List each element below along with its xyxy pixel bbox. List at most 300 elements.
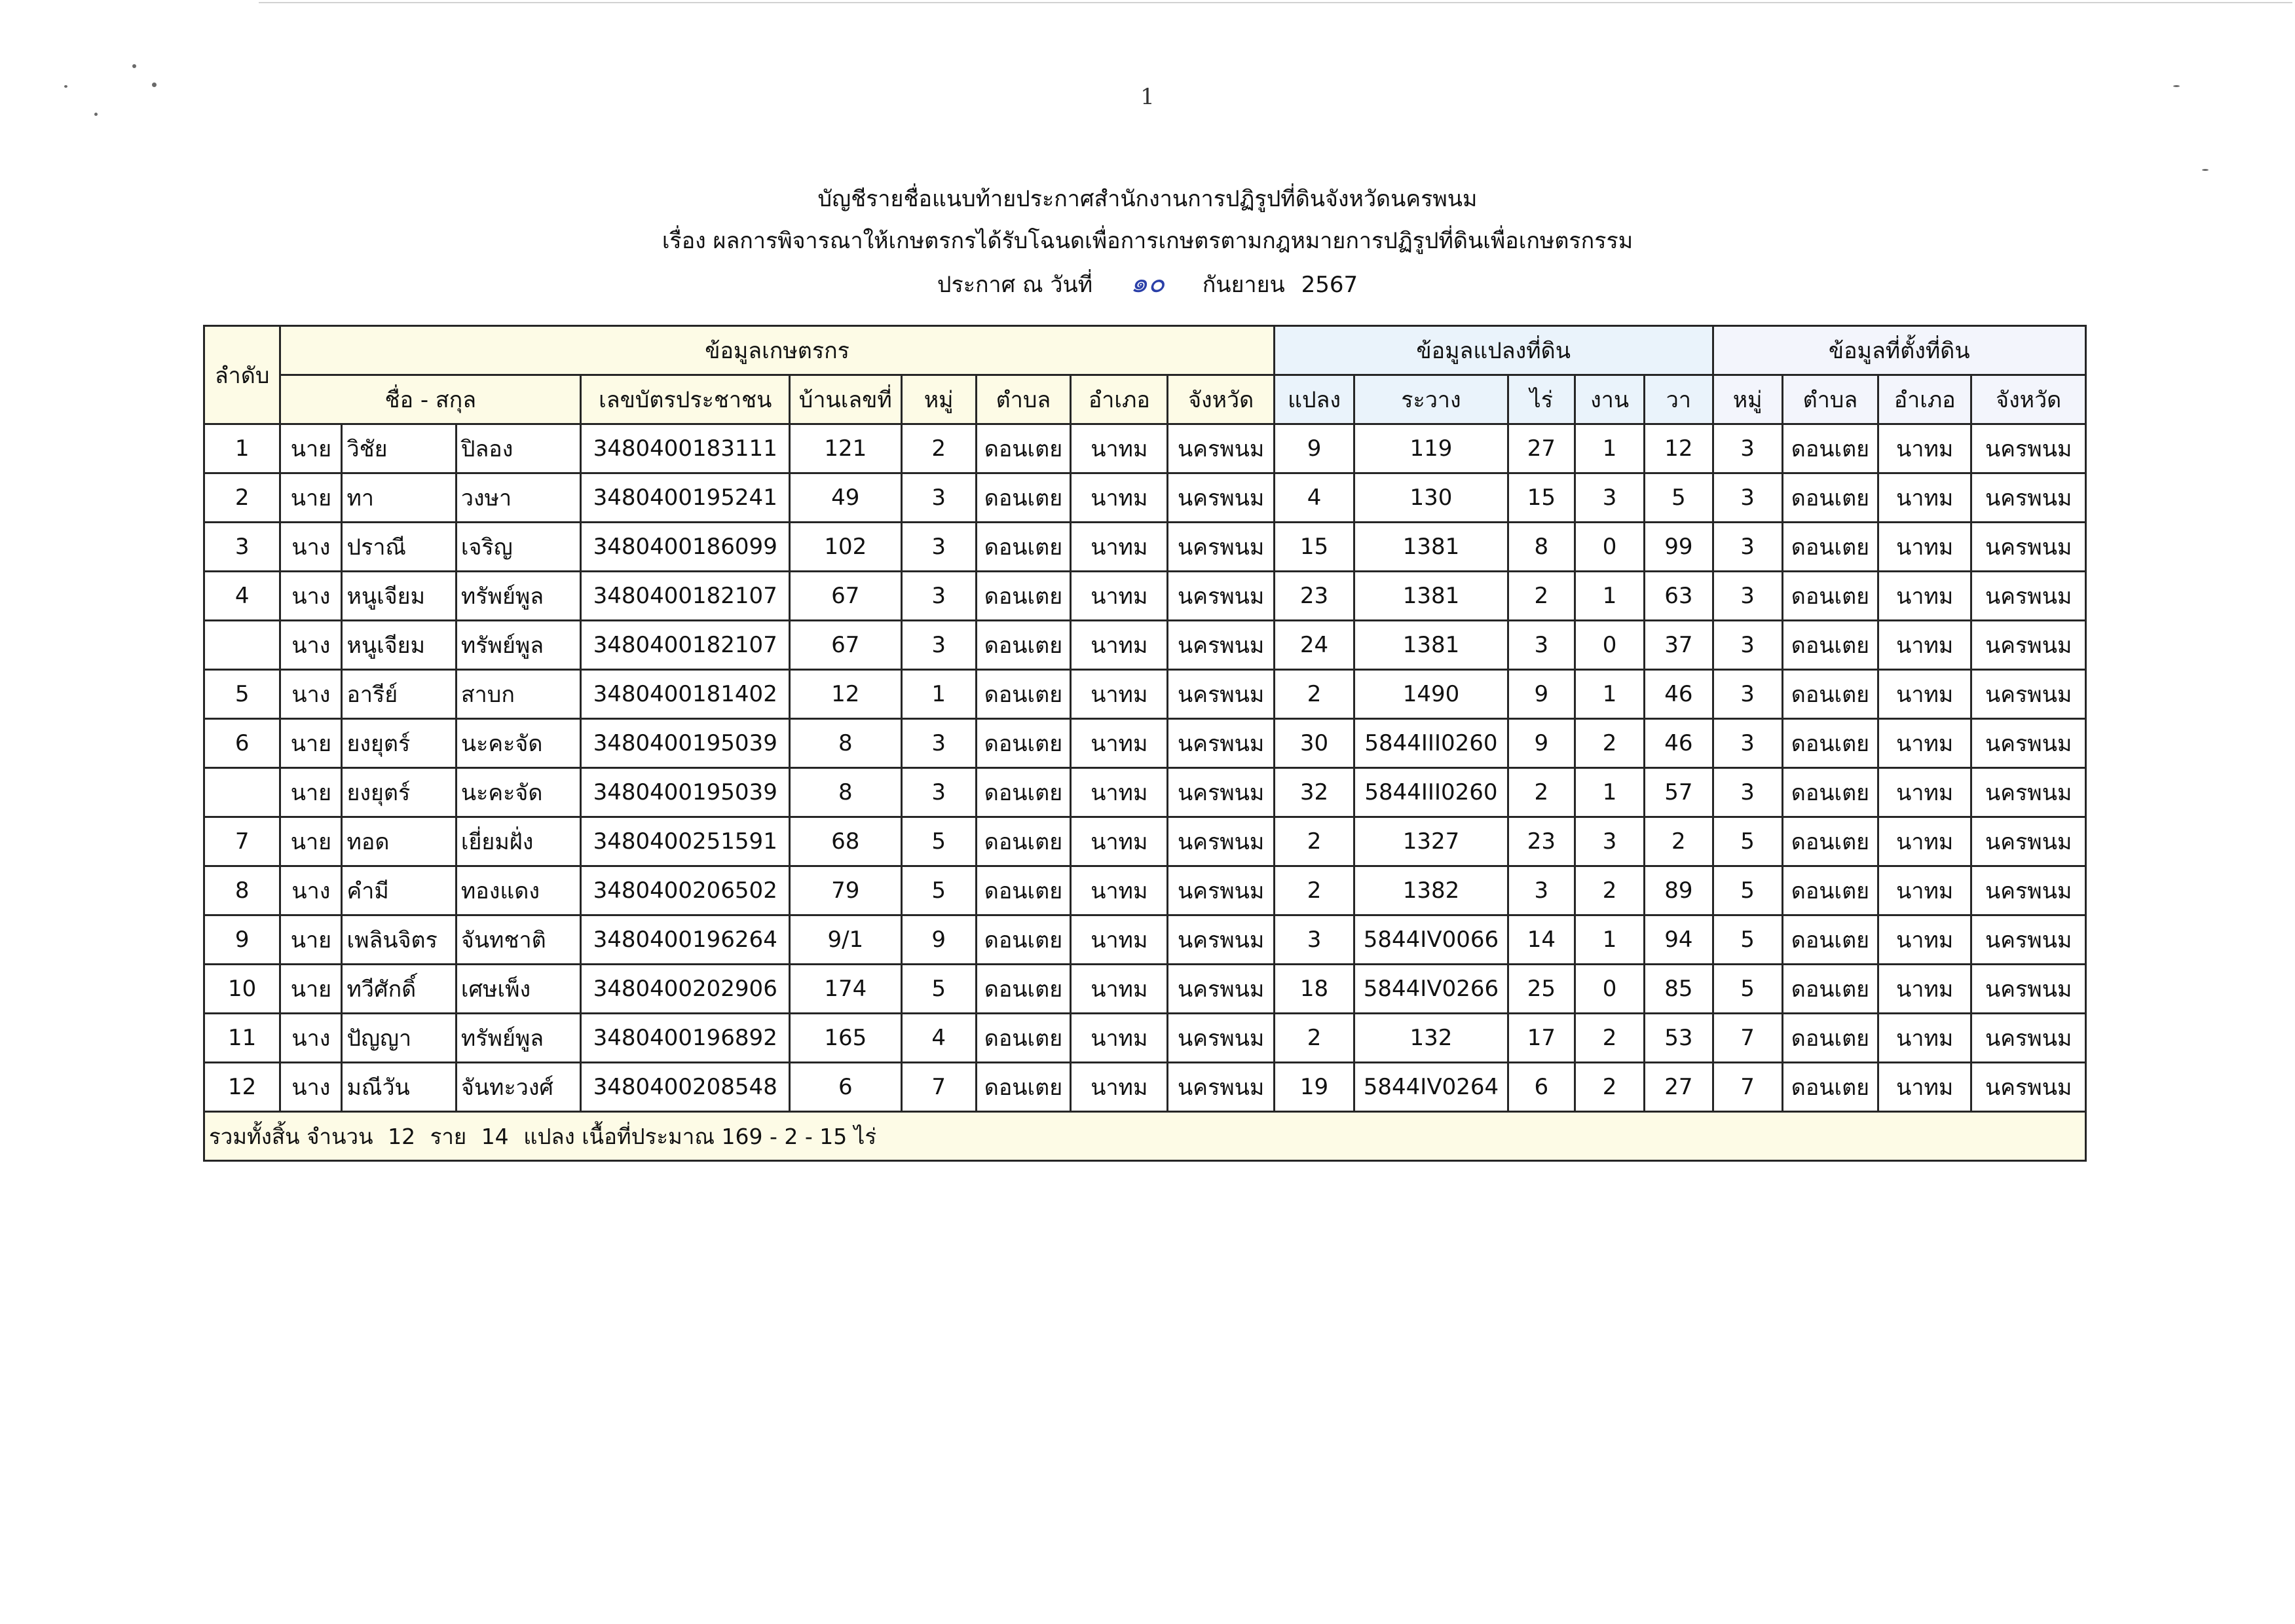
cell-moo: 3 bbox=[901, 621, 976, 670]
cell-wa: 46 bbox=[1645, 670, 1713, 719]
header-name: ชื่อ - สกุล bbox=[280, 375, 581, 424]
cell-moo: 7 bbox=[901, 1063, 976, 1112]
cell-last-name: จันทชาติ bbox=[456, 915, 580, 965]
cell-ngan: 0 bbox=[1575, 523, 1644, 572]
cell-seq: 6 bbox=[204, 719, 280, 768]
cell-house-no: 174 bbox=[790, 965, 901, 1014]
cell-plot: 32 bbox=[1274, 768, 1354, 817]
cell-rai: 8 bbox=[1508, 523, 1575, 572]
cell-moo: 3 bbox=[901, 572, 976, 621]
cell-location-amphoe: นาทม bbox=[1878, 1063, 1971, 1112]
cell-moo: 3 bbox=[901, 523, 976, 572]
table-row bbox=[204, 866, 2086, 915]
header-id-card: เลขบัตรประชาชน bbox=[581, 375, 790, 424]
cell-tambon: ดอนเตย bbox=[976, 523, 1070, 572]
cell-ngan: 1 bbox=[1575, 670, 1644, 719]
cell-rai: 6 bbox=[1508, 1063, 1575, 1112]
cell-tambon: ดอนเตย bbox=[976, 817, 1070, 866]
cell-location-province: นครพนม bbox=[1971, 621, 2086, 670]
cell-amphoe: นาทม bbox=[1071, 670, 1168, 719]
cell-location-province: นครพนม bbox=[1971, 473, 2086, 523]
cell-plot: 19 bbox=[1274, 1063, 1354, 1112]
table-row bbox=[204, 719, 2086, 768]
cell-house-no: 8 bbox=[790, 719, 901, 768]
cell-location-province: นครพนม bbox=[1971, 965, 2086, 1014]
cell-first-name: ทอด bbox=[342, 817, 456, 866]
table-header bbox=[204, 326, 2086, 424]
cell-ngan: 2 bbox=[1575, 1063, 1644, 1112]
title-line-1: บัญชีรายชื่อแนบท้ายประกาศสำนักงานการปฏิรูปที่ดินจังหวัดนครพนม bbox=[817, 186, 1478, 212]
cell-plot: 9 bbox=[1274, 424, 1354, 473]
cell-first-name: วิชัย bbox=[342, 424, 456, 473]
header-seq: ลำดับ bbox=[204, 326, 280, 424]
cell-first-name: อารีย์ bbox=[342, 670, 456, 719]
cell-title-prefix: นาย bbox=[280, 424, 342, 473]
cell-province: นครพนม bbox=[1168, 915, 1274, 965]
summary-cell bbox=[204, 1112, 2086, 1161]
cell-plot: 2 bbox=[1274, 866, 1354, 915]
cell-sheet: 1381 bbox=[1354, 523, 1508, 572]
cell-moo: 5 bbox=[901, 866, 976, 915]
cell-tambon: ดอนเตย bbox=[976, 915, 1070, 965]
cell-province: นครพนม bbox=[1168, 572, 1274, 621]
cell-title-prefix: นาง bbox=[280, 866, 342, 915]
cell-location-moo: 3 bbox=[1713, 621, 1782, 670]
page-number: 1 bbox=[1140, 84, 1155, 110]
cell-last-name: นะคะจัด bbox=[456, 768, 580, 817]
cell-amphoe: นาทม bbox=[1071, 1063, 1168, 1112]
cell-amphoe: นาทม bbox=[1071, 768, 1168, 817]
cell-sheet: 5844IV0066 bbox=[1354, 915, 1508, 965]
cell-amphoe: นาทม bbox=[1071, 866, 1168, 915]
cell-last-name: นะคะจัด bbox=[456, 719, 580, 768]
summary-total-label: รวมทั้งสิ้น bbox=[209, 1123, 300, 1149]
table-row bbox=[204, 768, 2086, 817]
cell-tambon: ดอนเตย bbox=[976, 670, 1070, 719]
cell-seq: 10 bbox=[204, 965, 280, 1014]
cell-sheet: 132 bbox=[1354, 1014, 1508, 1063]
cell-first-name: ปราณี bbox=[342, 523, 456, 572]
cell-id-card: 3480400208548 bbox=[581, 1063, 790, 1112]
cell-amphoe: นาทม bbox=[1071, 473, 1168, 523]
cell-location-tambon: ดอนเตย bbox=[1782, 965, 1878, 1014]
summary-plots: 14 bbox=[481, 1123, 509, 1149]
cell-location-moo: 3 bbox=[1713, 473, 1782, 523]
cell-seq bbox=[204, 768, 280, 817]
header-amphoe: อำเภอ bbox=[1071, 375, 1168, 424]
cell-location-amphoe: นาทม bbox=[1878, 1014, 1971, 1063]
cell-ngan: 1 bbox=[1575, 768, 1644, 817]
cell-location-amphoe: นาทม bbox=[1878, 572, 1971, 621]
cell-amphoe: นาทม bbox=[1071, 965, 1168, 1014]
cell-location-province: นครพนม bbox=[1971, 670, 2086, 719]
cell-tambon: ดอนเตย bbox=[976, 866, 1070, 915]
cell-sheet: 1381 bbox=[1354, 621, 1508, 670]
cell-house-no: 102 bbox=[790, 523, 901, 572]
cell-plot: 2 bbox=[1274, 670, 1354, 719]
cell-amphoe: นาทม bbox=[1071, 719, 1168, 768]
cell-house-no: 165 bbox=[790, 1014, 901, 1063]
cell-province: นครพนม bbox=[1168, 817, 1274, 866]
cell-id-card: 3480400195039 bbox=[581, 768, 790, 817]
cell-ngan: 1 bbox=[1575, 572, 1644, 621]
cell-first-name: ทา bbox=[342, 473, 456, 523]
summary-persons: 12 bbox=[388, 1123, 416, 1149]
cell-location-tambon: ดอนเตย bbox=[1782, 670, 1878, 719]
cell-province: นครพนม bbox=[1168, 768, 1274, 817]
header-moo: หมู่ bbox=[901, 375, 976, 424]
cell-first-name: หนูเจียม bbox=[342, 621, 456, 670]
table-row bbox=[204, 523, 2086, 572]
cell-location-tambon: ดอนเตย bbox=[1782, 719, 1878, 768]
cell-tambon: ดอนเตย bbox=[976, 719, 1070, 768]
cell-title-prefix: นาง bbox=[280, 572, 342, 621]
table-row bbox=[204, 965, 2086, 1014]
cell-location-moo: 3 bbox=[1713, 719, 1782, 768]
header-ngan: งาน bbox=[1575, 375, 1644, 424]
header-rai: ไร่ bbox=[1508, 375, 1575, 424]
cell-amphoe: นาทม bbox=[1071, 572, 1168, 621]
cell-province: นครพนม bbox=[1168, 1063, 1274, 1112]
cell-house-no: 121 bbox=[790, 424, 901, 473]
cell-last-name: วงษา bbox=[456, 473, 580, 523]
cell-title-prefix: นาง bbox=[280, 670, 342, 719]
table-footer bbox=[204, 1112, 2086, 1161]
header-row-groups bbox=[204, 326, 2086, 375]
cell-rai: 2 bbox=[1508, 768, 1575, 817]
header-wa: วา bbox=[1645, 375, 1713, 424]
cell-last-name: ทรัพย์พูล bbox=[456, 572, 580, 621]
cell-rai: 9 bbox=[1508, 719, 1575, 768]
cell-first-name: คำมี bbox=[342, 866, 456, 915]
cell-wa: 89 bbox=[1645, 866, 1713, 915]
summary-area: 169 - 2 - 15 bbox=[721, 1123, 848, 1149]
cell-moo: 3 bbox=[901, 768, 976, 817]
summary-area-label: เนื้อที่ประมาณ bbox=[582, 1123, 715, 1149]
cell-house-no: 12 bbox=[790, 670, 901, 719]
cell-location-amphoe: นาทม bbox=[1878, 473, 1971, 523]
cell-location-tambon: ดอนเตย bbox=[1782, 1063, 1878, 1112]
cell-sheet: 130 bbox=[1354, 473, 1508, 523]
cell-province: นครพนม bbox=[1168, 866, 1274, 915]
table-row bbox=[204, 621, 2086, 670]
document-title bbox=[0, 178, 2295, 306]
cell-ngan: 1 bbox=[1575, 915, 1644, 965]
cell-province: นครพนม bbox=[1168, 424, 1274, 473]
cell-moo: 5 bbox=[901, 965, 976, 1014]
cell-title-prefix: นาง bbox=[280, 1014, 342, 1063]
cell-location-moo: 5 bbox=[1713, 965, 1782, 1014]
cell-last-name: ปิลอง bbox=[456, 424, 580, 473]
summary-plots-label: แปลง bbox=[523, 1123, 575, 1149]
cell-rai: 27 bbox=[1508, 424, 1575, 473]
cell-wa: 85 bbox=[1645, 965, 1713, 1014]
table-row bbox=[204, 572, 2086, 621]
cell-id-card: 3480400196892 bbox=[581, 1014, 790, 1063]
cell-rai: 2 bbox=[1508, 572, 1575, 621]
cell-title-prefix: นาย bbox=[280, 473, 342, 523]
table-row bbox=[204, 817, 2086, 866]
cell-seq: 1 bbox=[204, 424, 280, 473]
cell-plot: 18 bbox=[1274, 965, 1354, 1014]
cell-tambon: ดอนเตย bbox=[976, 424, 1070, 473]
header-location-tambon: ตำบล bbox=[1782, 375, 1878, 424]
summary-row bbox=[204, 1112, 2086, 1161]
cell-location-amphoe: นาทม bbox=[1878, 670, 1971, 719]
cell-seq: 9 bbox=[204, 915, 280, 965]
cell-title-prefix: นาย bbox=[280, 817, 342, 866]
cell-sheet: 1490 bbox=[1354, 670, 1508, 719]
cell-location-amphoe: นาทม bbox=[1878, 965, 1971, 1014]
header-province: จังหวัด bbox=[1168, 375, 1274, 424]
cell-title-prefix: นาง bbox=[280, 523, 342, 572]
cell-last-name: ทองแดง bbox=[456, 866, 580, 915]
cell-seq: 5 bbox=[204, 670, 280, 719]
cell-moo: 2 bbox=[901, 424, 976, 473]
cell-province: นครพนม bbox=[1168, 965, 1274, 1014]
cell-wa: 99 bbox=[1645, 523, 1713, 572]
cell-last-name: เจริญ bbox=[456, 523, 580, 572]
cell-tambon: ดอนเตย bbox=[976, 1014, 1070, 1063]
cell-location-province: นครพนม bbox=[1971, 424, 2086, 473]
cell-last-name: สาบก bbox=[456, 670, 580, 719]
cell-last-name: ทรัพย์พูล bbox=[456, 1014, 580, 1063]
cell-amphoe: นาทม bbox=[1071, 424, 1168, 473]
cell-moo: 5 bbox=[901, 817, 976, 866]
farmer-register-table bbox=[203, 325, 2087, 1162]
table-row bbox=[204, 473, 2086, 523]
cell-sheet: 1327 bbox=[1354, 817, 1508, 866]
cell-location-amphoe: นาทม bbox=[1878, 915, 1971, 965]
cell-location-province: นครพนม bbox=[1971, 1014, 2086, 1063]
cell-wa: 57 bbox=[1645, 768, 1713, 817]
cell-province: นครพนม bbox=[1168, 523, 1274, 572]
cell-id-card: 3480400186099 bbox=[581, 523, 790, 572]
cell-location-province: นครพนม bbox=[1971, 866, 2086, 915]
cell-tambon: ดอนเตย bbox=[976, 473, 1070, 523]
scan-speck bbox=[94, 113, 98, 116]
cell-location-amphoe: นาทม bbox=[1878, 719, 1971, 768]
cell-location-moo: 3 bbox=[1713, 424, 1782, 473]
cell-rai: 14 bbox=[1508, 915, 1575, 965]
cell-location-moo: 3 bbox=[1713, 572, 1782, 621]
cell-location-amphoe: นาทม bbox=[1878, 523, 1971, 572]
cell-amphoe: นาทม bbox=[1071, 523, 1168, 572]
cell-seq: 8 bbox=[204, 866, 280, 915]
cell-ngan: 2 bbox=[1575, 719, 1644, 768]
cell-location-province: นครพนม bbox=[1971, 768, 2086, 817]
cell-location-moo: 3 bbox=[1713, 523, 1782, 572]
cell-location-tambon: ดอนเตย bbox=[1782, 915, 1878, 965]
cell-location-province: นครพนม bbox=[1971, 1063, 2086, 1112]
cell-location-tambon: ดอนเตย bbox=[1782, 473, 1878, 523]
cell-ngan: 3 bbox=[1575, 817, 1644, 866]
cell-plot: 30 bbox=[1274, 719, 1354, 768]
cell-first-name: ยงยุตร์ bbox=[342, 719, 456, 768]
cell-location-amphoe: นาทม bbox=[1878, 768, 1971, 817]
cell-amphoe: นาทม bbox=[1071, 1014, 1168, 1063]
cell-first-name: ปัญญา bbox=[342, 1014, 456, 1063]
cell-house-no: 8 bbox=[790, 768, 901, 817]
cell-location-moo: 5 bbox=[1713, 866, 1782, 915]
cell-seq bbox=[204, 621, 280, 670]
cell-location-amphoe: นาทม bbox=[1878, 621, 1971, 670]
cell-wa: 12 bbox=[1645, 424, 1713, 473]
summary-count-label: จำนวน bbox=[307, 1123, 373, 1149]
cell-id-card: 3480400195039 bbox=[581, 719, 790, 768]
cell-house-no: 9/1 bbox=[790, 915, 901, 965]
cell-plot: 4 bbox=[1274, 473, 1354, 523]
cell-ngan: 0 bbox=[1575, 621, 1644, 670]
cell-location-moo: 3 bbox=[1713, 768, 1782, 817]
date-month: กันยายน bbox=[1202, 272, 1285, 298]
cell-house-no: 68 bbox=[790, 817, 901, 866]
cell-moo: 9 bbox=[901, 915, 976, 965]
date-day-handwritten: ๑๐ bbox=[1130, 267, 1165, 299]
cell-rai: 3 bbox=[1508, 621, 1575, 670]
cell-plot: 3 bbox=[1274, 915, 1354, 965]
cell-sheet: 5844III0260 bbox=[1354, 768, 1508, 817]
cell-ngan: 3 bbox=[1575, 473, 1644, 523]
cell-plot: 23 bbox=[1274, 572, 1354, 621]
cell-id-card: 3480400206502 bbox=[581, 866, 790, 915]
cell-location-province: นครพนม bbox=[1971, 572, 2086, 621]
cell-location-amphoe: นาทม bbox=[1878, 817, 1971, 866]
table-row bbox=[204, 1063, 2086, 1112]
cell-house-no: 49 bbox=[790, 473, 901, 523]
cell-rai: 9 bbox=[1508, 670, 1575, 719]
cell-wa: 53 bbox=[1645, 1014, 1713, 1063]
announcement-date bbox=[0, 262, 2295, 306]
cell-tambon: ดอนเตย bbox=[976, 621, 1070, 670]
cell-first-name: ยงยุตร์ bbox=[342, 768, 456, 817]
cell-location-tambon: ดอนเตย bbox=[1782, 523, 1878, 572]
cell-id-card: 3480400195241 bbox=[581, 473, 790, 523]
cell-seq: 2 bbox=[204, 473, 280, 523]
cell-house-no: 79 bbox=[790, 866, 901, 915]
cell-wa: 46 bbox=[1645, 719, 1713, 768]
cell-location-tambon: ดอนเตย bbox=[1782, 621, 1878, 670]
cell-wa: 94 bbox=[1645, 915, 1713, 965]
cell-seq: 4 bbox=[204, 572, 280, 621]
cell-seq: 7 bbox=[204, 817, 280, 866]
cell-location-moo: 5 bbox=[1713, 915, 1782, 965]
cell-id-card: 3480400182107 bbox=[581, 572, 790, 621]
cell-location-moo: 7 bbox=[1713, 1014, 1782, 1063]
cell-first-name: ทวีศักดิ์ bbox=[342, 965, 456, 1014]
cell-id-card: 3480400182107 bbox=[581, 621, 790, 670]
cell-wa: 5 bbox=[1645, 473, 1713, 523]
cell-tambon: ดอนเตย bbox=[976, 1063, 1070, 1112]
cell-first-name: หนูเจียม bbox=[342, 572, 456, 621]
cell-id-card: 3480400183111 bbox=[581, 424, 790, 473]
cell-rai: 3 bbox=[1508, 866, 1575, 915]
cell-last-name: จันทะวงศ์ bbox=[456, 1063, 580, 1112]
cell-location-tambon: ดอนเตย bbox=[1782, 572, 1878, 621]
cell-amphoe: นาทม bbox=[1071, 817, 1168, 866]
table-row bbox=[204, 1014, 2086, 1063]
cell-sheet: 1382 bbox=[1354, 866, 1508, 915]
cell-seq: 12 bbox=[204, 1063, 280, 1112]
cell-wa: 27 bbox=[1645, 1063, 1713, 1112]
title-line-2: เรื่อง ผลการพิจารณาให้เกษตรกรได้รับโฉนดเพื่อการเกษตรตามกฎหมายการปฏิรูปที่ดินเพื่อเกษตรกรรม bbox=[662, 228, 1633, 254]
cell-sheet: 5844III0260 bbox=[1354, 719, 1508, 768]
header-farmer-info: ข้อมูลเกษตรกร bbox=[280, 326, 1275, 375]
cell-sheet: 5844IV0264 bbox=[1354, 1063, 1508, 1112]
cell-title-prefix: นาย bbox=[280, 719, 342, 768]
cell-location-moo: 3 bbox=[1713, 670, 1782, 719]
header-location-province: จังหวัด bbox=[1971, 375, 2086, 424]
cell-plot: 2 bbox=[1274, 1014, 1354, 1063]
cell-first-name: เพลินจิตร bbox=[342, 915, 456, 965]
cell-seq: 3 bbox=[204, 523, 280, 572]
cell-location-tambon: ดอนเตย bbox=[1782, 768, 1878, 817]
date-prefix: ประกาศ ณ วันที่ bbox=[937, 272, 1093, 298]
header-house-no: บ้านเลขที่ bbox=[790, 375, 901, 424]
summary-persons-label: ราย bbox=[430, 1123, 467, 1149]
cell-moo: 3 bbox=[901, 473, 976, 523]
cell-location-province: นครพนม bbox=[1971, 719, 2086, 768]
scan-speck bbox=[2202, 169, 2209, 171]
cell-title-prefix: นาย bbox=[280, 965, 342, 1014]
table-row bbox=[204, 670, 2086, 719]
table-row bbox=[204, 424, 2086, 473]
cell-province: นครพนม bbox=[1168, 670, 1274, 719]
cell-plot: 15 bbox=[1274, 523, 1354, 572]
date-year: 2567 bbox=[1301, 272, 1358, 298]
cell-location-tambon: ดอนเตย bbox=[1782, 866, 1878, 915]
cell-sheet: 119 bbox=[1354, 424, 1508, 473]
cell-seq: 11 bbox=[204, 1014, 280, 1063]
cell-location-province: นครพนม bbox=[1971, 817, 2086, 866]
cell-ngan: 2 bbox=[1575, 1014, 1644, 1063]
cell-ngan: 2 bbox=[1575, 866, 1644, 915]
cell-plot: 24 bbox=[1274, 621, 1354, 670]
scan-speck bbox=[132, 64, 136, 68]
cell-sheet: 5844IV0266 bbox=[1354, 965, 1508, 1014]
cell-moo: 1 bbox=[901, 670, 976, 719]
cell-location-moo: 7 bbox=[1713, 1063, 1782, 1112]
cell-moo: 3 bbox=[901, 719, 976, 768]
header-row-columns bbox=[204, 375, 2086, 424]
cell-location-tambon: ดอนเตย bbox=[1782, 424, 1878, 473]
cell-rai: 23 bbox=[1508, 817, 1575, 866]
cell-moo: 4 bbox=[901, 1014, 976, 1063]
cell-title-prefix: นาง bbox=[280, 1063, 342, 1112]
cell-province: นครพนม bbox=[1168, 621, 1274, 670]
header-location-info: ข้อมูลที่ตั้งที่ดิน bbox=[1713, 326, 2086, 375]
cell-house-no: 67 bbox=[790, 621, 901, 670]
cell-first-name: มณีวัน bbox=[342, 1063, 456, 1112]
cell-last-name: เศษเพ็ง bbox=[456, 965, 580, 1014]
cell-amphoe: นาทม bbox=[1071, 915, 1168, 965]
header-location-moo: หมู่ bbox=[1713, 375, 1782, 424]
cell-rai: 25 bbox=[1508, 965, 1575, 1014]
header-sheet: ระวาง bbox=[1354, 375, 1508, 424]
cell-sheet: 1381 bbox=[1354, 572, 1508, 621]
cell-rai: 17 bbox=[1508, 1014, 1575, 1063]
cell-title-prefix: นาง bbox=[280, 621, 342, 670]
scan-edge-line bbox=[259, 2, 2292, 3]
cell-last-name: ทรัพย์พูล bbox=[456, 621, 580, 670]
cell-location-tambon: ดอนเตย bbox=[1782, 817, 1878, 866]
table-body bbox=[204, 424, 2086, 1112]
cell-id-card: 3480400202906 bbox=[581, 965, 790, 1014]
cell-tambon: ดอนเตย bbox=[976, 572, 1070, 621]
cell-ngan: 0 bbox=[1575, 965, 1644, 1014]
cell-id-card: 3480400251591 bbox=[581, 817, 790, 866]
cell-plot: 2 bbox=[1274, 817, 1354, 866]
